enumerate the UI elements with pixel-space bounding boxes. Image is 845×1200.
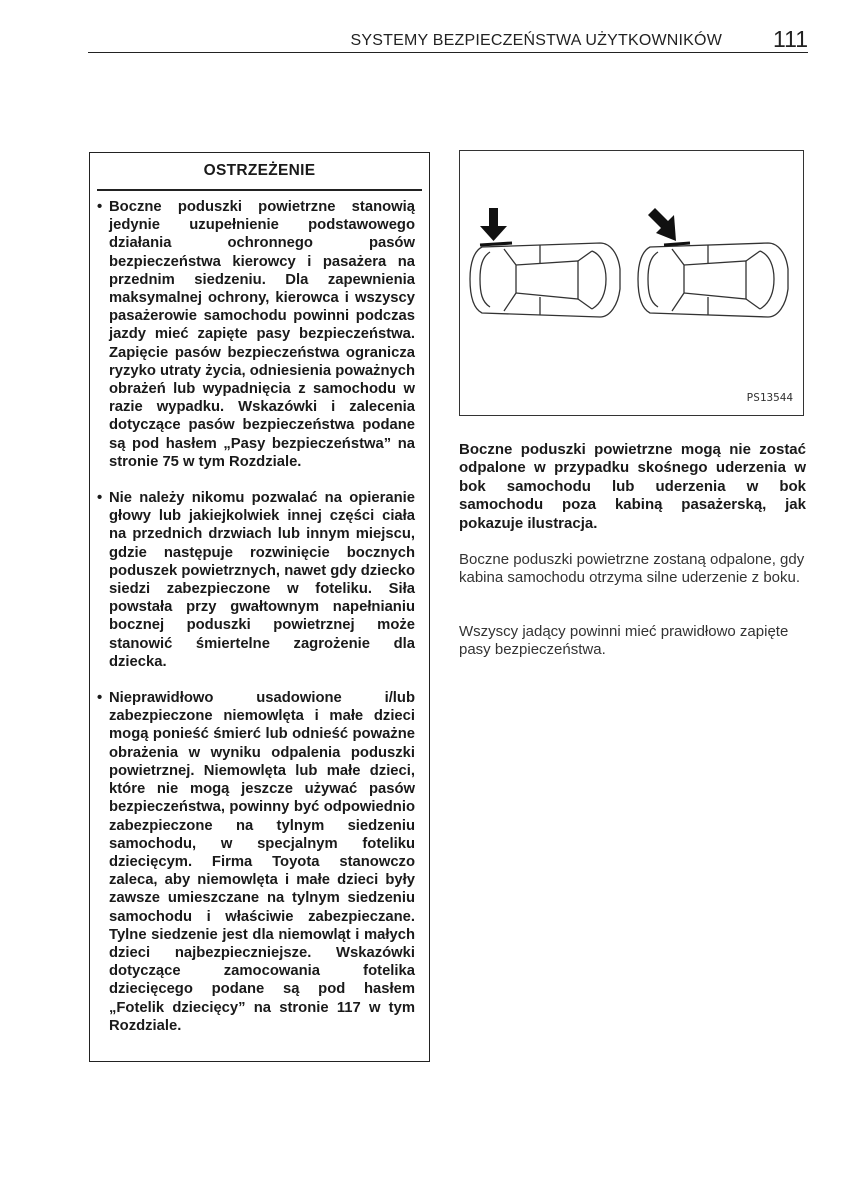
bullet-icon: • <box>97 490 103 507</box>
header-rule <box>88 52 808 53</box>
body-paragraph: Boczne poduszki powietrzne zostaną odpalone, gdy kabina samochodu otrzyma silne uderzenie z boku. <box>459 551 805 587</box>
page-header <box>88 26 808 52</box>
figure-code: PS13544 <box>746 391 793 404</box>
warning-item-text: Nieprawidłowo usadowione i/lub zabezpieczone niemowlęta i małe dzieci mogą ponieść śmierć lub odnieść poważne obrażenia w wyniku odpalenia poduszki powietrznej. Niemowlęta lub małe dzieci, które nie mogą jeszcze używać pasów bezpieczeństwa, powinny być odpowiednio zabezpieczone na tylnym siedzeniu samochodu, w specjalnym foteliku dziecięcym. Firma Toyota stanowczo zaleca, aby niemowlęta i małe dzieci były zawsze umieszczane na tylnym siedzeniu samochodu i właściwie zabezpieczane. Tylne siedzenie jest dla niemowląt i małych dzieci najbezpieczniejsze. Wskazówki dotyczące zamocowania fotelika dziecięcego podane są pod hasłem „Fotelik dziecięcy” na stronie 117 w tym Rozdziale. <box>109 690 415 1034</box>
arrow-diagonal-icon <box>648 208 676 241</box>
car-top-view-icon <box>638 243 788 317</box>
warning-item <box>97 198 415 471</box>
body-paragraph: Wszyscy jadący powinni mieć prawidłowo zapięte pasy bezpieczeństwa. <box>459 623 789 659</box>
side-impact-illustration <box>459 150 804 416</box>
warning-item <box>97 489 415 671</box>
illustration-svg <box>460 151 803 415</box>
illustration-caption: Boczne poduszki powietrzne mogą nie zostać odpalone w przypadku skośnego uderzenia w bok samochodu lub uderzenia w bok samochodu poza kabiną pasażerską, jak pokazuje ilustracja. <box>459 441 806 532</box>
car-top-view-icon <box>470 243 620 317</box>
page-number: 111 <box>773 26 808 52</box>
header-title: SYSTEMY BEZPIECZEŃSTWA UŻYTKOWNIKÓW <box>350 32 722 49</box>
warning-item-text: Nie należy nikomu pozwalać na opieranie głowy lub jakiejkolwiek innej części ciała na przednich drzwiach lub innym miejscu, gdzie następuje rozwinięcie bocznych poduszek powietrznych, nawet gdy dziecko siedzi zabezpieczone w foteliku. Siła powstała przy gwałtownym napełnianiu bocznej poduszki powietrznej może stanowić śmiertelne zagrożenie dla dziecka. <box>109 490 415 670</box>
warning-list <box>97 198 415 1053</box>
warning-item <box>97 689 415 1035</box>
warning-item-text: Boczne poduszki powietrzne stanowią jedynie uzupełnienie podstawowego działania ochronnego pasów bezpieczeństwa kierowcy i pasażera na przednim siedzeniu. Dla zapewnienia maksymalnej ochrony, kierowca i wszyscy pasażerowie samochodu powinni podczas jazdy mieć zapięte pasy bezpieczeństwa. Zapięcie pasów bezpieczeństwa ogranicza ryzyko utraty życia, odniesienia poważnych obrażeń lub wypadnięcia z samochodu w razie wypadku. Wskazówki i zalecenia dotyczące pasów bezpieczeństwa podane są pod hasłem „Pasy bezpieczeństwa” na stronie 75 w tym Rozdziale. <box>109 199 415 470</box>
bullet-icon: • <box>97 690 103 707</box>
warning-title: OSTRZEŻENIE <box>203 162 316 179</box>
warning-divider <box>97 189 422 191</box>
arrow-down-icon <box>480 208 507 241</box>
bullet-icon: • <box>97 199 103 215</box>
warning-box <box>89 152 430 1062</box>
